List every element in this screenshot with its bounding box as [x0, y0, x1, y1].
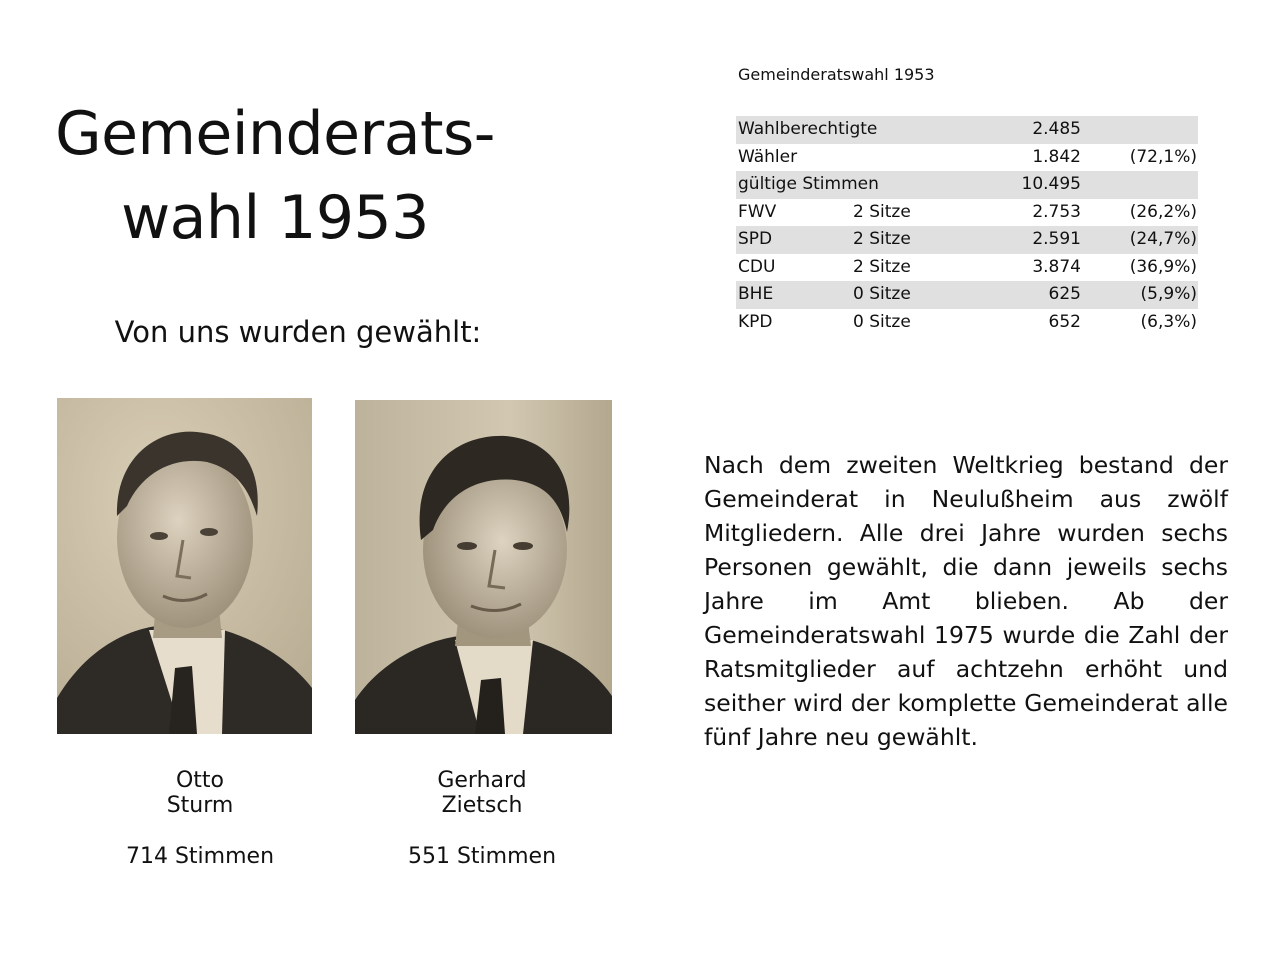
- row-percent: (36,9%): [1129, 256, 1197, 277]
- candidate-last-name: Sturm: [166, 793, 234, 818]
- candidate-first-name: Gerhard: [437, 768, 527, 793]
- row-label: KPD: [738, 311, 773, 332]
- row-value: 3.874: [1032, 256, 1081, 277]
- row-label: Wahlberechtigte: [738, 119, 878, 139]
- page-title-line-2: wahl 1953: [121, 183, 429, 253]
- row-seats: 2 Sitze: [853, 229, 911, 249]
- row-seats: 0 Sitze: [853, 284, 911, 304]
- row-value: 2.753: [1032, 201, 1081, 222]
- row-value: 625: [1048, 284, 1081, 304]
- table-row: [736, 309, 1198, 337]
- candidate-last-name: Zietsch: [441, 793, 523, 818]
- table-row: [736, 171, 1198, 199]
- row-percent: (26,2%): [1129, 201, 1197, 222]
- candidate-first-name: Otto: [175, 768, 225, 793]
- table-row: [736, 116, 1198, 144]
- row-label: SPD: [738, 229, 773, 249]
- table-row: [736, 281, 1198, 309]
- results-table: [736, 116, 1198, 336]
- history-paragraph: Nach dem zweiten Weltkrieg bestand der Gemeinderat in Neulußheim aus zwölf Mitgliedern. Alle drei Jahre wurden sechs Personen gewählt, die dann jeweils sechs Jahre im Amt blieben. Ab der Gemeinderatswahl 1975 wurde die Zahl der Ratsmitglieder auf achtzehn erhöht und seither wird der komplette Gemeinderat alle fünf Jahre neu gewählt.: [704, 451, 1228, 751]
- row-value: 652: [1048, 311, 1081, 332]
- candidate-caption-2: [366, 768, 598, 869]
- subheading: Von uns wurden gewählt:: [114, 315, 482, 349]
- row-seats: 2 Sitze: [853, 256, 911, 277]
- table-row: [736, 254, 1198, 282]
- page-title: [30, 92, 520, 260]
- table-row: [736, 144, 1198, 172]
- row-label: gültige Stimmen: [738, 174, 879, 194]
- row-label: CDU: [738, 256, 776, 277]
- row-percent: (5,9%): [1140, 284, 1197, 304]
- row-value: 1.842: [1032, 146, 1081, 167]
- row-label: FWV: [738, 201, 777, 222]
- row-percent: (72,1%): [1129, 146, 1197, 167]
- candidate-votes: 714 Stimmen: [125, 844, 275, 869]
- row-label: Wähler: [738, 146, 798, 167]
- row-value: 10.495: [1021, 174, 1081, 194]
- row-value: 2.485: [1032, 119, 1081, 139]
- row-seats: 0 Sitze: [853, 311, 911, 332]
- candidate-caption-1: [84, 768, 316, 869]
- candidate-votes: 551 Stimmen: [407, 844, 557, 869]
- table-row: [736, 199, 1198, 227]
- row-percent: (24,7%): [1129, 229, 1197, 249]
- row-seats: 2 Sitze: [853, 201, 911, 222]
- row-percent: (6,3%): [1140, 311, 1197, 332]
- portrait-photo-gerhard-zietsch: [355, 400, 612, 734]
- row-value: 2.591: [1032, 229, 1081, 249]
- page-title-line-1: Gemeinderats-: [55, 99, 495, 169]
- row-label: BHE: [738, 284, 774, 304]
- portrait-photo-otto-sturm: [57, 398, 312, 734]
- table-row: [736, 226, 1198, 254]
- results-table-title: Gemeinderatswahl 1953: [738, 65, 935, 84]
